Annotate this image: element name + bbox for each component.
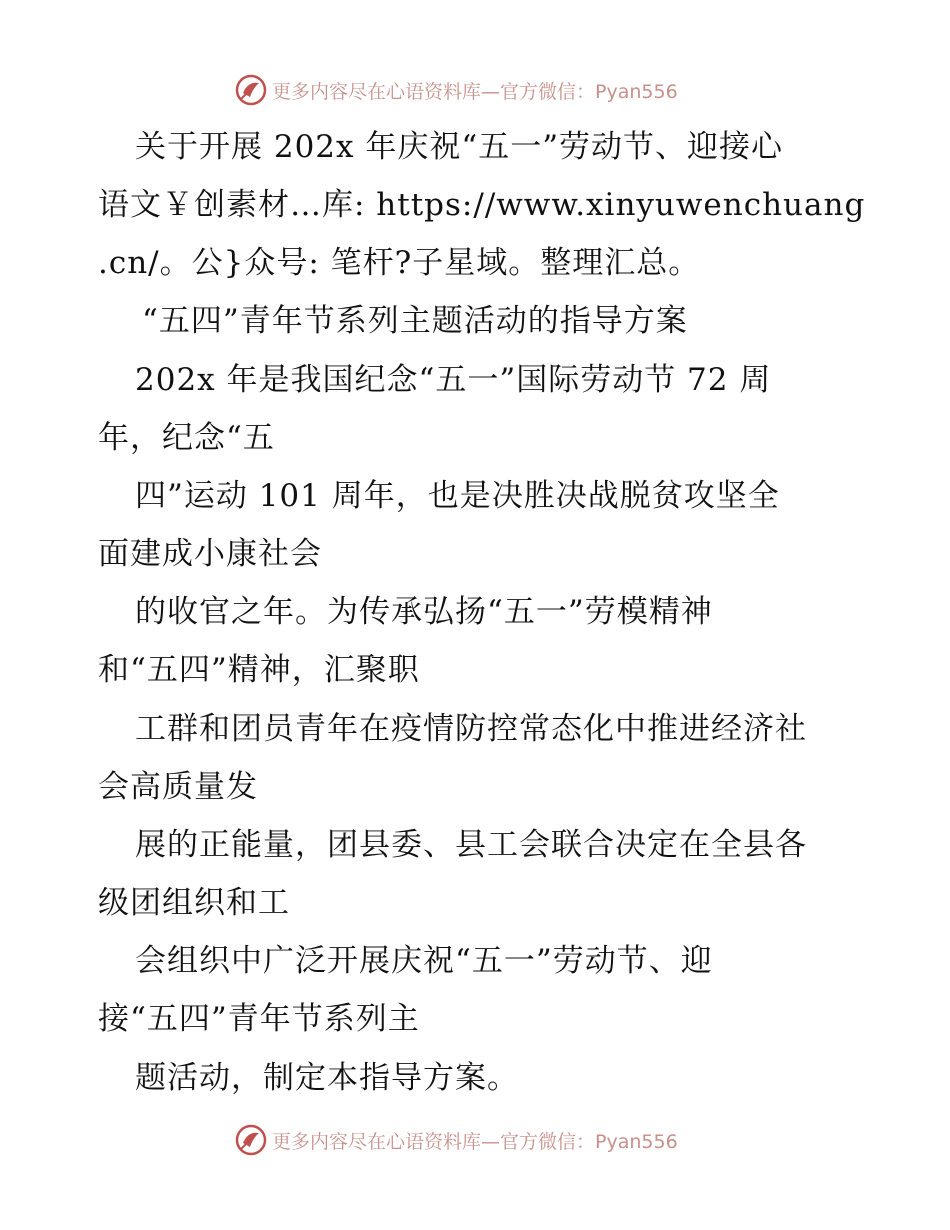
body-line-8: 面建成小康社会 [98,536,322,572]
body-line-17: 题活动，制定本指导方案。 [135,1060,519,1096]
body-line-16: 接“五四”青年节系列主 [98,1001,420,1037]
brand-logo-icon [234,1123,268,1157]
body-line-11: 工群和团员青年在疫情防控常态化中推进经济社 [135,711,807,747]
body-line-14: 级团组织和工 [98,885,290,921]
body-line-10: 和“五四”精神，汇聚职 [98,652,420,688]
body-line-9: 的收官之年。为传承弘扬“五一”劳模精神 [135,594,713,630]
body-line-1: 关于开展 202x 年庆祝“五一”劳动节、迎接心 [135,129,784,165]
footer-banner-text: 更多内容尽在心语资料库—官方微信：Pyan556 [272,1130,678,1153]
body-line-4: “五四”青年节系列主题活动的指导方案 [142,303,688,339]
body-line-6: 年，纪念“五 [98,420,275,456]
footer-banner [234,1122,678,1158]
body-line-2: 语文￥创素材…库: https://www.xinyuwenchuang [98,187,866,223]
body-line-15: 会组织中广泛开展庆祝“五一”劳动节、迎 [135,943,713,979]
header-banner [234,72,678,108]
header-banner-text: 更多内容尽在心语资料库—官方微信：Pyan556 [272,80,678,103]
body-line-7: 四”运动 101 周年，也是决胜决战脱贫攻坚全 [135,478,780,514]
body-line-12: 会高质量发 [98,769,258,805]
brand-logo-icon [234,73,268,107]
body-line-5: 202x 年是我国纪念“五一”国际劳动节 72 周 [135,362,772,398]
body-line-3: .cn/。公}众号: 笔杆?子星域。整理汇总。 [98,245,701,281]
body-line-13: 展的正能量，团县委、县工会联合决定在全县各 [135,827,807,863]
